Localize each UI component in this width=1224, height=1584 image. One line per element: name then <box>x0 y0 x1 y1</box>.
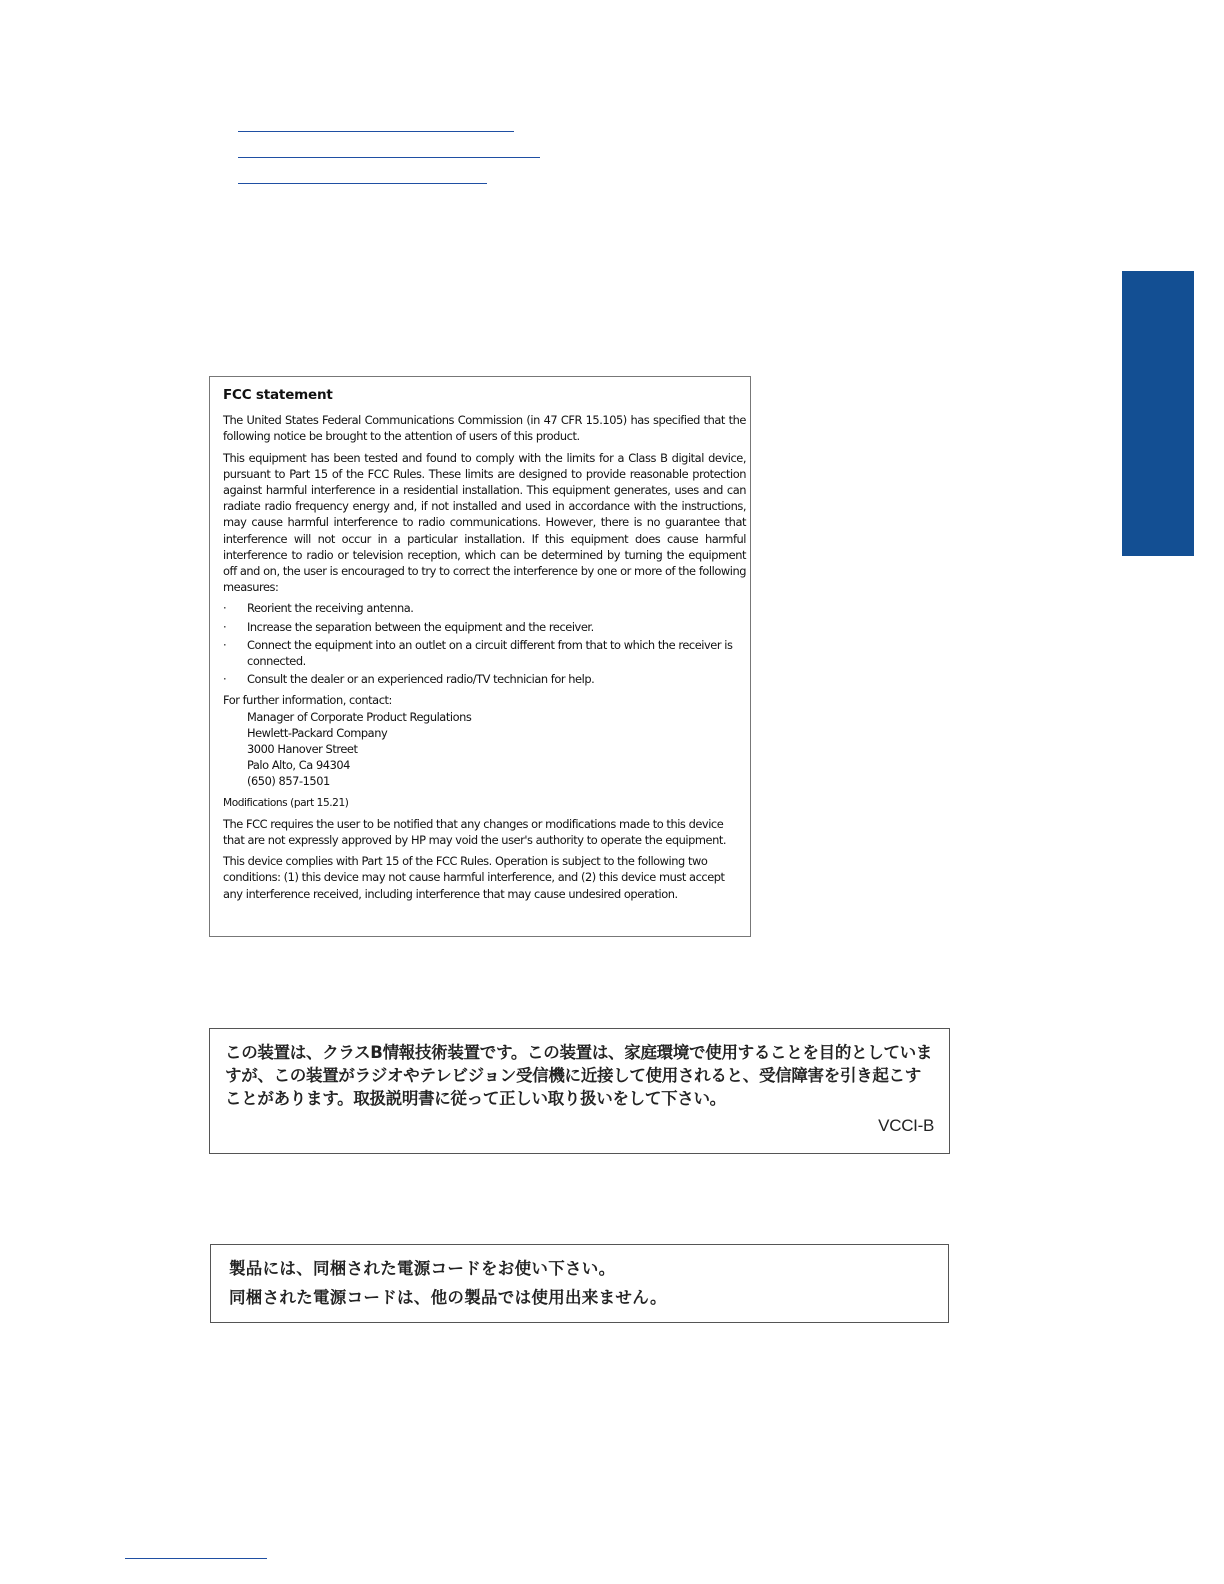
part15-compliance-paragraph: This device complies with Part 15 of the FCC Rules. Operation is subject to the following two conditions: (1) this device may not cause harmful interference, and (2) this device must accept any interference received, including interference that may cause undesired operation. <box>223 854 725 901</box>
bullet-icon: · <box>223 637 227 652</box>
bullet-icon: · <box>223 601 227 616</box>
vcci-label: VCCI-B <box>878 1116 934 1135</box>
power-cord-line: 同梱された電源コードは、他の製品では使用出来ません。 <box>229 1288 667 1307</box>
list-item: · Reorient the receiving antenna. <box>223 601 414 616</box>
fcc-title: FCC statement <box>223 387 333 403</box>
vcci-notice-text: この装置は、クラスB情報技術装置です。この装置は、家庭環境で使用することを目的としていますが、この装置がラジオやテレビジョン受信機に近接して使用されると、受信障害を引き起こすことがあります。取扱説明書に従って正しい取り扱いをして下さい。 <box>225 1043 933 1108</box>
contact-line: (650) 857-1501 <box>247 774 330 789</box>
contact-line: Hewlett-Packard Company <box>247 725 388 740</box>
contact-line: Manager of Corporate Product Regulations <box>247 709 472 724</box>
modifications-paragraph: The FCC requires the user to be notified that any changes or modifications made to this device that are not expressly approved by HP may void the user's authority to operate the equipment. <box>223 816 727 848</box>
list-item: · Connect the equipment into an outlet on a circuit different from that to which the receiver is connected. <box>223 637 733 669</box>
bullet-icon: · <box>223 672 227 687</box>
contact-line: 3000 Hanover Street <box>247 742 358 757</box>
power-cord-line: 製品には、同梱された電源コードをお使い下さい。 <box>229 1259 616 1278</box>
fcc-statement-box <box>209 376 751 937</box>
contact-line: Palo Alto, Ca 94304 <box>247 758 350 773</box>
fcc-intro-paragraph: The United States Federal Communications Commission (in 47 CFR 15.105) has specified that the following notice be brought to the attention of users of this product. <box>223 413 746 444</box>
link-underline[interactable] <box>238 131 514 132</box>
contact-intro: For further information, contact: <box>223 693 392 708</box>
chapter-side-tab <box>1122 271 1194 556</box>
power-cord-notice-box <box>210 1244 949 1323</box>
list-item: · Increase the separation between the equipment and the receiver. <box>223 619 594 634</box>
vcci-notice-box <box>209 1028 950 1154</box>
bullet-icon: · <box>223 619 227 634</box>
link-underline[interactable] <box>238 183 487 184</box>
list-item: · Consult the dealer or an experienced radio/TV technician for help. <box>223 672 595 687</box>
link-underline[interactable] <box>238 157 540 158</box>
footer-link-underline[interactable] <box>125 1558 267 1559</box>
modifications-heading: Modifications (part 15.21) <box>223 796 349 809</box>
fcc-class-b-paragraph: This equipment has been tested and found to comply with the limits for a Class B digital device, pursuant to Part 15 of the FCC Rules. These limits are designed to provide reasonable protection against harmful interference in a residential installation. This equipment generates, uses and can radiate radio frequency energy and, if not installed and used in accordance with the instructions, may cause harmful interference to radio communications. However, there is no guarantee that interference will not occur in a particular installation. If this equipment does cause harmful interference to radio or television reception, which can be determined by turning the equipment off and on, the user is encouraged to try to correct the interference by one or more of the following measures: <box>223 450 746 595</box>
fcc-measures-list <box>223 600 746 687</box>
